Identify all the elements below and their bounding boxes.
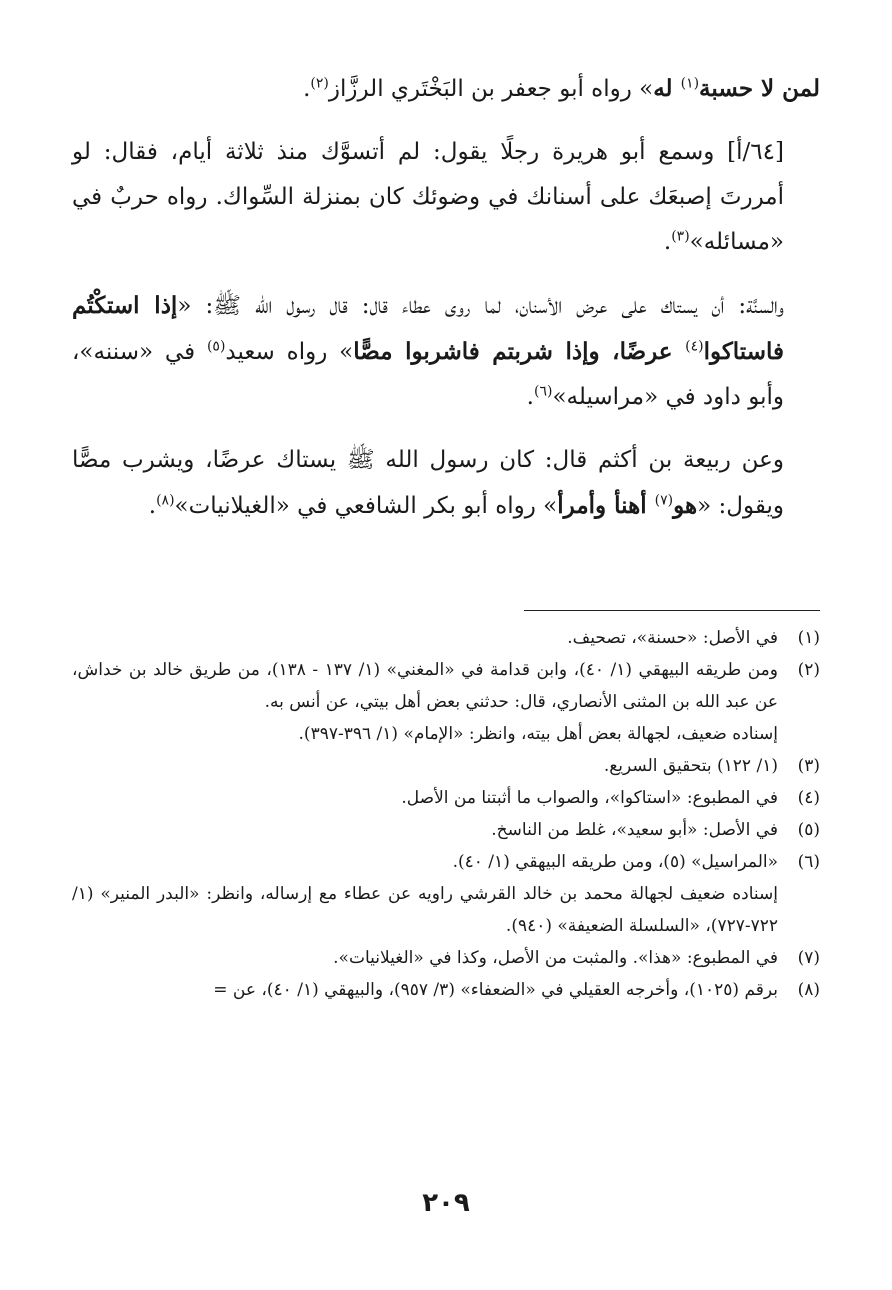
footnote-text: في الأصل: «أبو سعيد»، غلط من الناسخ. [491,820,778,840]
paragraph-4 [72,438,820,529]
paragraph-3-end: . [526,384,534,410]
hadith-quote-4a: هو [673,492,698,519]
paragraph-2-end: . [663,229,672,255]
hadith-quote-4b: أهنأ وأمرأ [557,492,655,519]
paragraph-2-text: [٦٤/أ] وسمع أبو هريرة رجلًا يقول: لم أتسوَّك منذ ثلاثة أيام، فقال: لو أمررتَ إصبعَك على أسنانك في وضوئك كان بمنزلة السِّواك. رواه حربٌ في «مسائله» [72,139,784,255]
footnote-1 [72,622,820,654]
paragraph-3-text-a: والسنَّة: أن يستاك على عرض الأسنان، لما روى عطاء قال: قال رسول الله ﷺ: « [177,293,784,319]
footnote-ref-3[interactable]: (٣) [671,228,690,245]
footnote-3 [72,750,820,782]
footnotes [72,622,820,1006]
footnote-6 [72,846,820,942]
footnote-ref-1[interactable]: (١) [680,75,700,92]
footnote-ref-7[interactable]: (٧) [654,492,674,509]
paragraph-1-text: » رواه أبو جعفر بن البَخْتَري الرزَّاز [328,76,654,102]
footnote-number: (١) [797,628,820,648]
main-text [72,66,820,547]
footnote-text: في المطبوع: «هذا». والمثبت من الأصل، وكذا في «الغيلانيات». [333,948,778,968]
footnote-separator [524,610,820,611]
paragraph-4-text-a: وعن ربيعة بن أكثم قال: كان رسول الله ﷺ يستاك عرضًا، ويشرب مصًّا ويقول: « [72,447,784,519]
footnote-text: في الأصل: «حسنة»، تصحيف. [567,628,778,648]
footnote-number: (٢) [797,660,820,680]
paragraph-1 [72,66,820,112]
footnote-number: (٦) [797,852,820,872]
footnote-4 [72,782,820,814]
footnote-number: (٣) [797,756,820,776]
footnote-text: (١/ ١٢٢) بتحقيق السريع. [603,756,778,776]
hadith-quote-1a: لمن لا حسبة [699,75,820,102]
footnote-text-extra: إسناده ضعيف، لجهالة بعض أهل بيته، وانظر: «الإمام» (١/ ٣٩٦-٣٩٧). [298,724,778,744]
paragraph-3-text-c: في «سننه»، وأبو داود في «مراسيله» [72,339,784,410]
footnote-2 [72,654,820,750]
footnote-text: في المطبوع: «استاكوا»، والصواب ما أثبتنا من الأصل. [401,788,778,808]
paragraph-4-text-b: » رواه أبو بكر الشافعي في «الغيلانيات» [174,493,558,519]
footnote-text: ومن طريقه البيهقي (١/ ٤٠)، وابن قدامة في «المغني» (١/ ١٣٧ - ١٣٨)، من طريق خالد بن خداش، عن عبد الله بن المثنى الأنصاري، قال: حدثني بعض أهل بيتي، عن أنس به. [72,660,778,712]
footnote-ref-4[interactable]: (٤) [685,338,704,355]
hadith-quote-1b: له [653,75,681,102]
paragraph-2 [72,130,820,265]
footnote-7 [72,942,820,974]
footnote-number: (٥) [797,820,820,840]
footnote-ref-2[interactable]: (٢) [310,75,329,92]
paragraph-4-end: . [148,493,157,519]
footnote-number: (٧) [797,948,820,968]
hadith-quote-3a: إذا استكْتُم فاستاكوا [72,292,785,365]
paragraph-3-text-b: » رواه سعيد [225,339,354,365]
footnote-8 [72,974,820,1006]
footnote-ref-5[interactable]: (٥) [206,338,226,355]
footnote-ref-6[interactable]: (٦) [533,383,553,400]
footnote-text-extra: إسناده ضعيف لجهالة محمد بن خالد القرشي راويه عن عطاء مع إرساله، وانظر: «البدر المنير» (١/ ٧٢٢-٧٢٧)، «السلسلة الضعيفة» (٩٤٠). [72,884,778,936]
footnote-5 [72,814,820,846]
footnote-text: «المراسيل» (٥)، ومن طريقه البيهقي (١/ ٤٠). [452,852,778,872]
footnote-number: (٤) [797,788,820,808]
page-number: ٢٠٩ [422,1188,470,1218]
footnote-ref-8[interactable]: (٨) [156,492,175,509]
paragraph-1-end: . [303,76,311,102]
hadith-quote-3b: عرضًا، وإذا شربتم فاشربوا مصًّا [353,338,686,365]
paragraph-3 [72,283,820,420]
footnote-number: (٨) [797,980,820,1000]
footnote-text: برقم (١٠٢٥)، وأخرجه العقيلي في «الضعفاء» (٣/ ٩٥٧)، والبيهقي (١/ ٤٠)، عن = [213,980,778,1000]
